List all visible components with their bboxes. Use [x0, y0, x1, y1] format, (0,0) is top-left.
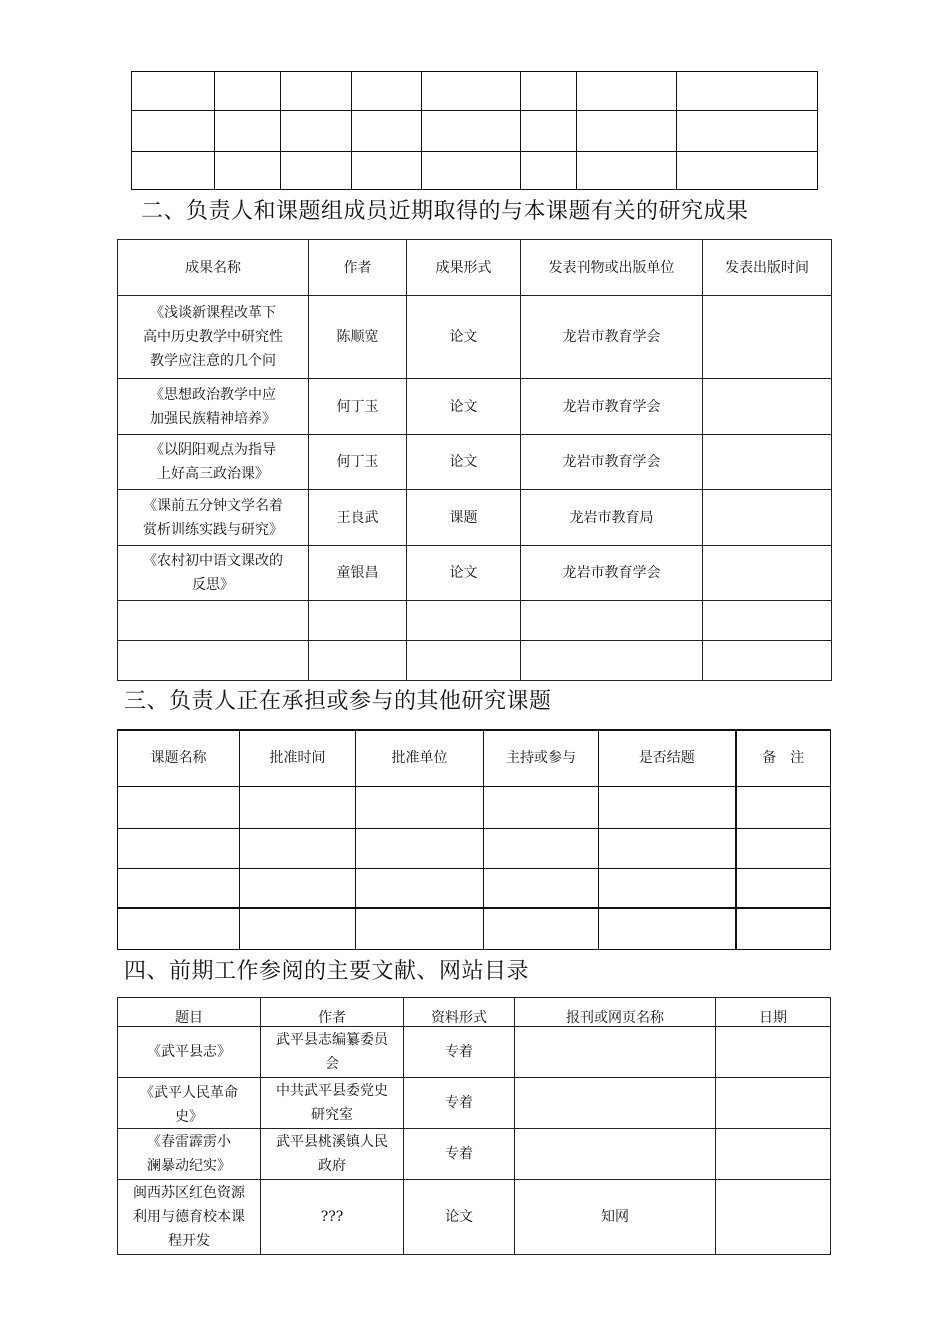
reference-date	[716, 1129, 831, 1180]
column-header: 报刊或网页名称	[515, 998, 716, 1027]
research-results-table	[117, 239, 832, 681]
table-row	[118, 641, 832, 681]
table-row	[118, 490, 832, 546]
reference-author: 武平县志编纂委员 会	[261, 1027, 404, 1078]
reference-date	[716, 1078, 831, 1129]
result-form: 论文	[407, 296, 521, 379]
table-row	[118, 1180, 831, 1255]
table-row	[118, 786, 831, 828]
result-publisher: 龙岩市教育学会	[521, 296, 703, 379]
column-header: 资料形式	[404, 998, 515, 1027]
table-header-row	[118, 730, 831, 786]
column-header: 作者	[309, 240, 407, 296]
reference-date	[716, 1027, 831, 1078]
section4-heading: 四、前期工作参阅的主要文献、网站目录	[124, 959, 530, 984]
column-header: 日期	[716, 998, 831, 1027]
result-author: 王良武	[309, 490, 407, 546]
reference-source: 知网	[515, 1180, 716, 1255]
reference-source	[515, 1078, 716, 1129]
reference-title: 闽西苏区红色资源 利用与德育校本课 程开发	[118, 1180, 261, 1255]
result-publisher: 龙岩市教育学会	[521, 435, 703, 490]
result-publisher: 龙岩市教育学会	[521, 379, 703, 435]
column-header: 发表刊物或出版单位	[521, 240, 703, 296]
ongoing-projects-table	[117, 729, 831, 950]
result-title: 《农村初中语文课改的 反思》	[118, 546, 309, 601]
reference-form: 论文	[404, 1180, 515, 1255]
result-form: 课题	[407, 490, 521, 546]
table-row	[118, 379, 832, 435]
reference-form: 专着	[404, 1027, 515, 1078]
table-header-row	[118, 240, 832, 296]
result-date	[703, 379, 832, 435]
result-date	[703, 296, 832, 379]
column-header: 批准时间	[240, 730, 356, 786]
column-header: 成果形式	[407, 240, 521, 296]
result-author: 何丁玉	[309, 379, 407, 435]
table-row	[118, 435, 832, 490]
table-header-row	[118, 998, 831, 1027]
column-header: 课题名称	[118, 730, 240, 786]
table-row	[118, 868, 831, 908]
table-row	[118, 828, 831, 868]
section3-heading: 三、负责人正在承担或参与的其他研究课题	[124, 689, 552, 714]
result-title: 《以阴阳观点为指导 上好高三政治课》	[118, 435, 309, 490]
result-date	[703, 435, 832, 490]
result-publisher: 龙岩市教育学会	[521, 546, 703, 601]
result-form: 论文	[407, 546, 521, 601]
reference-author: ???	[261, 1180, 404, 1255]
column-header: 题目	[118, 998, 261, 1027]
table-row	[132, 152, 818, 190]
reference-author: 武平县桃溪镇人民 政府	[261, 1129, 404, 1180]
result-date	[703, 490, 832, 546]
reference-title: 《春雷霹雳小 澜暴动纪实》	[118, 1129, 261, 1180]
table-row	[118, 296, 832, 379]
result-form: 论文	[407, 379, 521, 435]
reference-form: 专着	[404, 1129, 515, 1180]
result-form: 论文	[407, 435, 521, 490]
result-author: 陈顺宽	[309, 296, 407, 379]
reference-date	[716, 1180, 831, 1255]
table-row	[118, 601, 832, 641]
result-title: 《思想政治教学中应 加强民族精神培养》	[118, 379, 309, 435]
reference-title: 《武平县志》	[118, 1027, 261, 1078]
reference-title: 《武平人民革命 史》	[118, 1078, 261, 1129]
column-header: 主持或参与	[484, 730, 599, 786]
column-header: 是否结题	[599, 730, 736, 786]
column-header: 发表出版时间	[703, 240, 832, 296]
result-title: 《浅谈新课程改革下 高中历史教学中研究性 教学应注意的几个问	[118, 296, 309, 379]
references-table	[117, 997, 831, 1255]
column-header: 作者	[261, 998, 404, 1027]
result-date	[703, 546, 832, 601]
table-row	[132, 72, 818, 111]
column-header: 批准单位	[356, 730, 484, 786]
reference-source	[515, 1129, 716, 1180]
table-row	[118, 1129, 831, 1180]
table-row	[118, 546, 832, 601]
continued-table	[131, 71, 818, 190]
reference-author: 中共武平县委党史 研究室	[261, 1078, 404, 1129]
reference-form: 专着	[404, 1078, 515, 1129]
table-row	[118, 1027, 831, 1078]
reference-source	[515, 1027, 716, 1078]
result-author: 童银昌	[309, 546, 407, 601]
result-author: 何丁玉	[309, 435, 407, 490]
column-header: 备 注	[736, 730, 831, 786]
result-publisher: 龙岩市教育局	[521, 490, 703, 546]
result-title: 《课前五分钟文学名着 赏析训练实践与研究》	[118, 490, 309, 546]
table-row	[118, 1078, 831, 1129]
table-row	[132, 111, 818, 152]
column-header: 成果名称	[118, 240, 309, 296]
table-row	[118, 908, 831, 949]
section2-heading: 二、负责人和课题组成员近期取得的与本课题有关的研究成果	[141, 199, 749, 224]
